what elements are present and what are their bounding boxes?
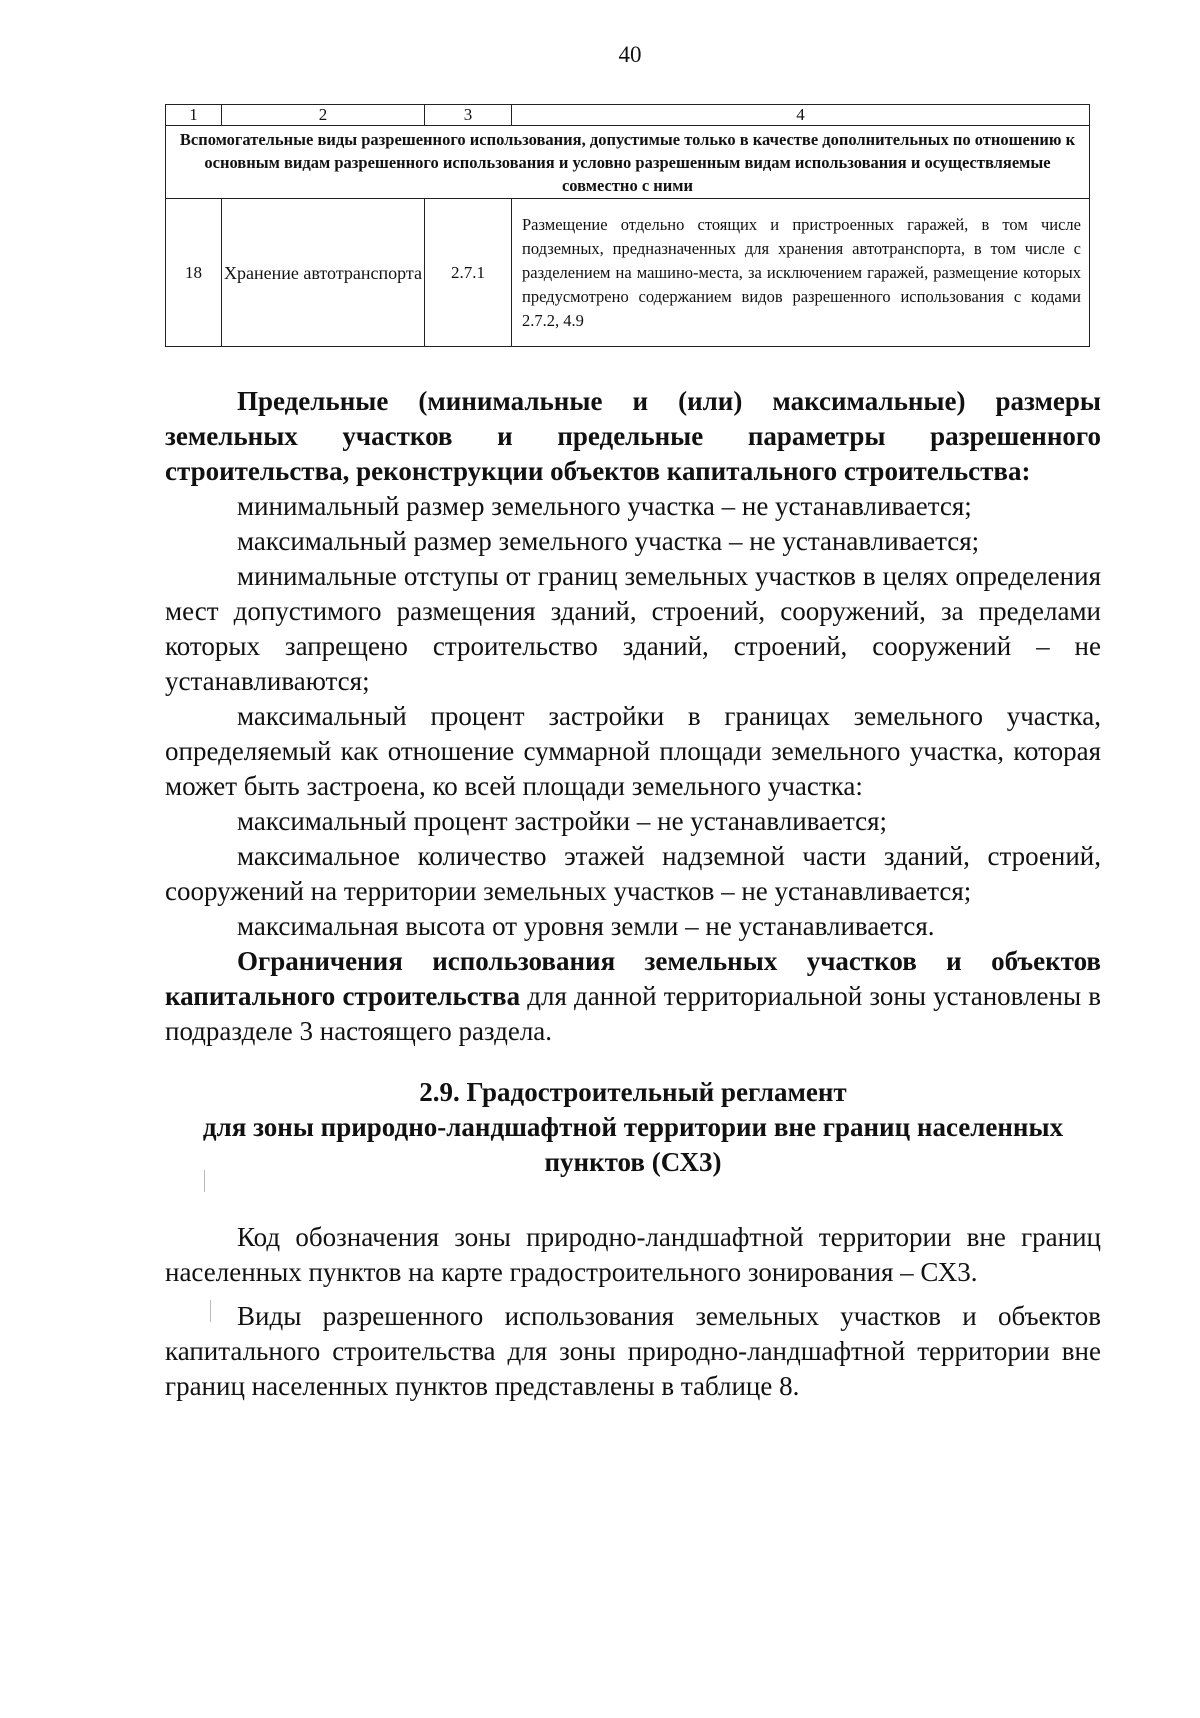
table-row bbox=[166, 199, 1090, 347]
limit-item: максимальное количество этажей надземной части зданий, строений, сооружений на территории земельных участков – не устанавливается; bbox=[165, 841, 1101, 906]
scan-mark bbox=[210, 1300, 211, 1322]
limit-item: минимальный размер земельного участка – не устанавливается; bbox=[237, 491, 972, 521]
use-name-cell: Хранение автотранспорта bbox=[222, 199, 425, 347]
section-heading bbox=[165, 1075, 1101, 1180]
column-number: 3 bbox=[425, 105, 512, 126]
limit-item: максимальный процент застройки в границах земельного участка, определяемый как отношение суммарной площади земельного участка, которая может быть застроена, ко всей площади земельного участка: bbox=[165, 701, 1101, 801]
section-paragraph: Код обозначения зоны природно-ландшафтной территории вне границ населенных пунктов на карте градостроительного зонирования – СХ3. bbox=[165, 1222, 1101, 1287]
column-number: 2 bbox=[222, 105, 425, 126]
table-column-numbers-row bbox=[166, 105, 1090, 126]
restrictions-paragraph bbox=[165, 944, 1101, 1049]
scan-mark bbox=[204, 1170, 205, 1192]
limit-item: максимальный процент застройки – не устанавливается; bbox=[237, 806, 888, 836]
limit-item: минимальные отступы от границ земельных участков в целях определения мест допустимого размещения зданий, строений, сооружений, за пределами которых запрещено строительство зданий, строений, сооружений – не устанавливаются; bbox=[165, 561, 1101, 696]
table-section-header-row bbox=[166, 126, 1090, 199]
limits-block bbox=[165, 384, 1101, 1049]
limit-item: максимальная высота от уровня земли – не устанавливается. bbox=[237, 911, 935, 941]
restrictions-text: для данной территориальной зоны установлены в подразделе 3 настоящего раздела. bbox=[165, 981, 1101, 1046]
section-title-line1: 2.9. Градостроительный регламент bbox=[419, 1077, 847, 1107]
use-description-cell: Размещение отдельно стоящих и пристроенных гаражей, в том числе подземных, предназначенных для хранения автотранспорта, в том числе с разделением на машино-места, за исключением гаражей, размещение которых предусмотрено содержанием видов разрешенного использования с кодами 2.7.2, 4.9 bbox=[512, 199, 1090, 347]
section-title-line2: для зоны природно-ландшафтной территории вне границ населенных пунктов (СХ3) bbox=[202, 1112, 1064, 1177]
use-code-cell: 2.7.1 bbox=[425, 199, 512, 347]
column-number: 1 bbox=[166, 105, 222, 126]
section-paragraph: Виды разрешенного использования земельных участков и объектов капитального строительства для зоны природно-ландшафтной территории вне границ населенных пунктов представлены в таблице 8. bbox=[165, 1301, 1101, 1401]
page-number: 40 bbox=[618, 42, 642, 67]
limits-heading: Предельные (минимальные и (или) максимальные) размеры земельных участков и предельные параметры разрешенного строительства, реконструкции объектов капитального строительства: bbox=[165, 386, 1101, 486]
row-number-cell: 18 bbox=[166, 199, 222, 347]
restrictions-bold-text: Ограничения использования земельных участков и объектов капитального строительства bbox=[165, 946, 1101, 1011]
limit-item: максимальный размер земельного участка – не устанавливается; bbox=[237, 526, 980, 556]
column-number: 4 bbox=[512, 105, 1090, 126]
table-section-header: Вспомогательные виды разрешенного использования, допустимые только в качестве дополнительных по отношению к основным видам разрешенного использования и условно разрешенным видам использования и осуществляемые совместно с ними bbox=[166, 126, 1090, 199]
section-body bbox=[165, 1220, 1101, 1404]
permitted-use-table bbox=[165, 104, 1090, 347]
